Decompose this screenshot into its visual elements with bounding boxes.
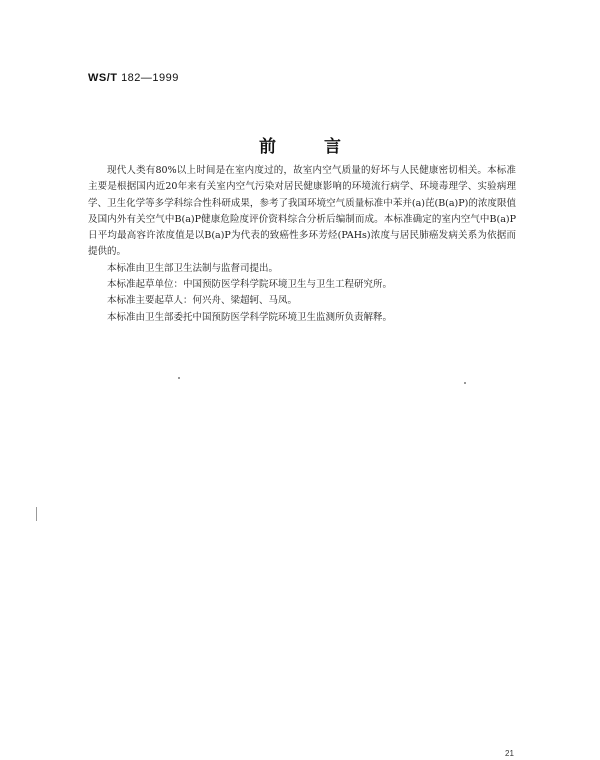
foreword-body — [88, 163, 516, 326]
page-number: 21 — [505, 749, 514, 758]
standard-code-prefix: WS/T — [88, 72, 118, 84]
scan-edge-mark — [36, 507, 37, 521]
paragraph-drafting-unit: 本标准起草单位：中国预防医学科学院环境卫生与卫生工程研究所。 — [107, 279, 393, 291]
standard-code-year: 1999 — [152, 72, 179, 84]
paragraph-proposer: 本标准由卫生部卫生法制与监督司提出。 — [107, 262, 279, 274]
standard-code-number: 182 — [121, 72, 141, 84]
paragraph-interpretation: 本标准由卫生部委托中国预防医学科学院环境卫生监测所负责解释。 — [107, 311, 393, 323]
paragraph-intro: 现代人类有80%以上时间是在室内度过的，故室内空气质量的好坏与人民健康密切相关。本标准主要是根据国内近20年来有关室内空气污染对居民健康影响的环境流行病学、环境毒理学、实验病理学、卫生化学等多学科综合性科研成果，参考了我国环境空气质量标准中苯并(a)芘(B(a)P)的浓度限值及国内外有关空气中B(a)P健康危险度评价资料综合分析后编制而成。本标准确定的室内空气中B(a)P日平均最高容许浓度值是以B(a)P为代表的致癌性多环芳烃(PAHs)浓度与居民肺癌发病关系为依据而提供的。 — [88, 165, 516, 258]
page-title: 前言 — [259, 137, 389, 157]
paragraph-drafters: 本标准主要起草人：何兴舟、梁超轲、马凤。 — [107, 295, 298, 307]
scan-speck — [464, 382, 466, 384]
scan-speck — [178, 377, 180, 379]
standard-code: WS/T 182—1999 — [88, 72, 179, 84]
